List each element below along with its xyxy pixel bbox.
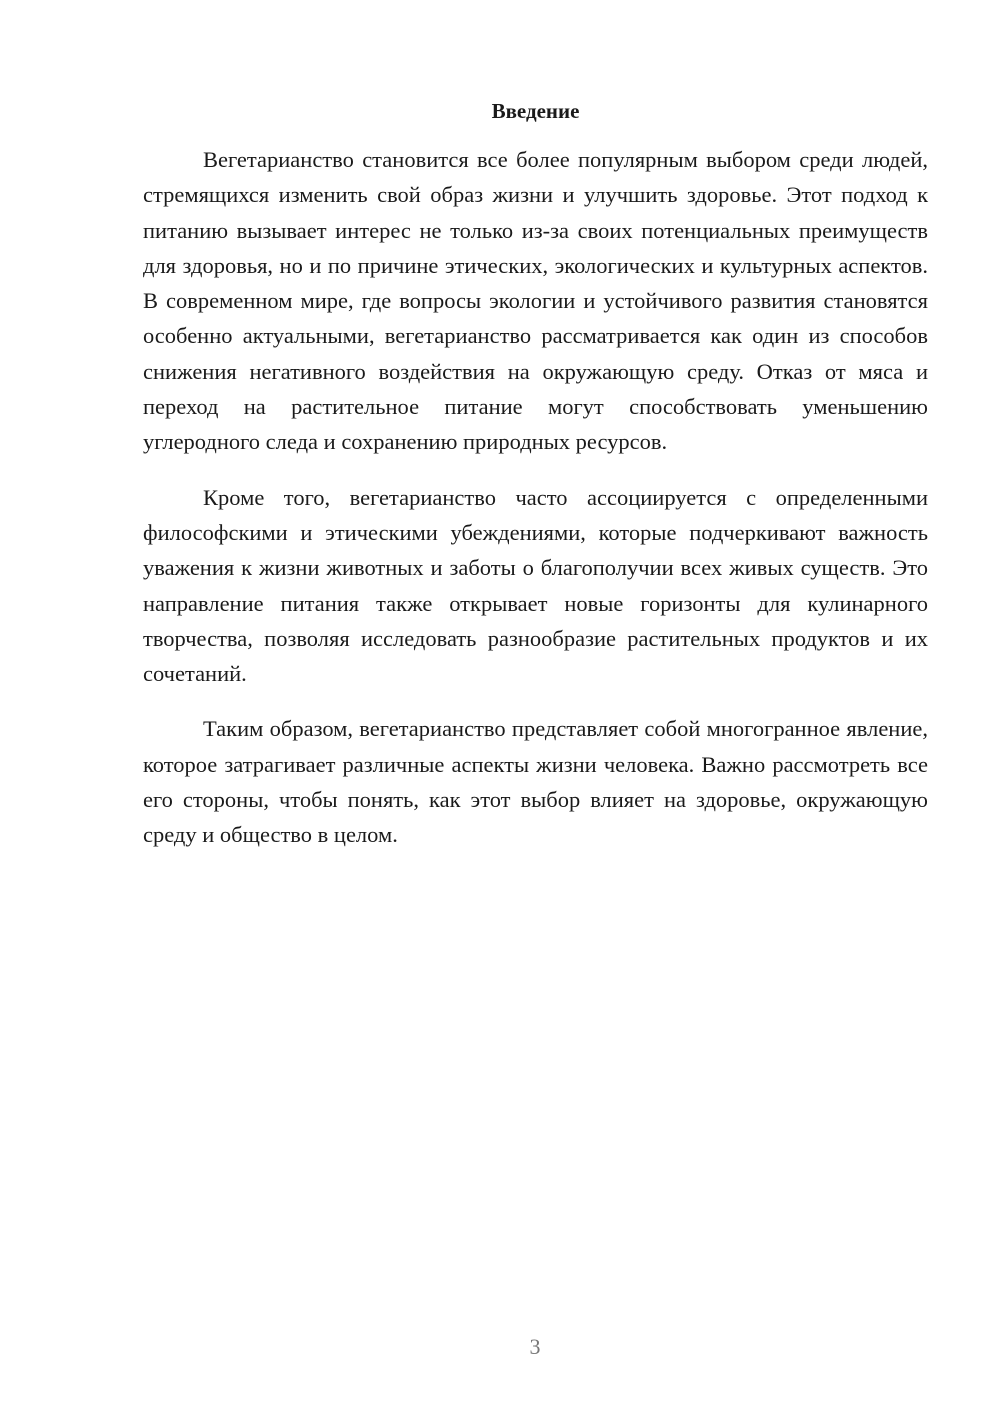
body-text [143,142,928,873]
section-heading: Введение [491,99,580,123]
paragraph-3: Таким образом, вегетарианство представляет собой многогранное явление, которое затрагивает различные аспекты жизни человека. Важно рассмотреть все его стороны, чтобы понять, как этот выбор влияет на здоровье, окружающую среду и общество в целом. [143,716,928,848]
paragraph-2: Кроме того, вегетарианство часто ассоциируется с определенными философскими и этическими убеждениями, которые подчеркивают важность уважения к жизни животных и заботы о благополучии всех живых существ. Это направление питания также открывает новые горизонты для кулинарного творчества, позволяя исследовать разнообразие растительных продуктов и их сочетаний. [143,484,928,687]
paragraph-1: Вегетарианство становится все более популярным выбором среди людей, стремящихся изменить свой образ жизни и улучшить здоровье. Этот подход к питанию вызывает интерес не только из-за своих потенциальных преимуществ для здоровья, но и по причине этических, экологических и культурных аспектов. В современном мире, где вопросы экологии и устойчивого развития становятся особенно актуальными, вегетарианство рассматривается как один из способов снижения негативного воздействия на окружающую среду. Отказ от мяса и переход на растительное питание могут способствовать уменьшению углеродного следа и сохранению природных ресурсов. [143,147,928,455]
page-number: 3 [529,1334,541,1359]
